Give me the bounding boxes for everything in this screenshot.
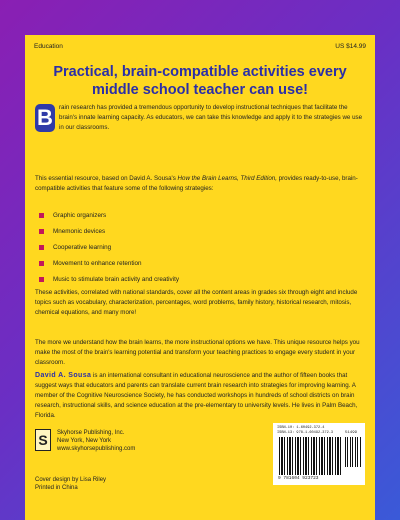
author-bio-text: is an international consultant in educational neuroscience and the author of fifteen books that suggest ways that educators and parents can translate current brain research into strategies for improving learning. A member of the Cognitive Neuroscience Society, he has conducted workshops in hundreds of school districts on brain research, instructional skills, and science education at the pre-elementary to university levels. He lives in Palm Beach, Florida. [35, 372, 358, 419]
intro-text: rain research has provided a tremendous opportunity to develop instructional techniques that facilitate the brain's innate learning capacity. As educators, we can take this knowledge and apply it to the strategies we use in our classrooms. [59, 104, 363, 131]
bullet-square-icon [39, 245, 44, 250]
strategy-label: Movement to enhance retention [53, 259, 142, 267]
bullet-square-icon [39, 213, 44, 218]
isbn-text [277, 426, 333, 435]
printed-in: Printed in China [35, 485, 78, 491]
bullet-square-icon [39, 277, 44, 282]
activities-paragraph: These activities, correlated with national standards, cover all the content areas in grades six through eight and include topics such as vocabulary, characterization, percentages, word problems, family history, historical research, mitosis, chemical equations, and many more! [35, 289, 358, 316]
headline: Practical, brain-compatible activities every middle school teacher can use! [53, 64, 347, 98]
isbn-13: ISBN-13: 978-1-60492-372-3 [277, 430, 334, 435]
credits [35, 476, 106, 492]
addon-bars [345, 437, 361, 467]
publisher-logo: S [35, 429, 51, 451]
book-title: How the Brain Learns, Third Edition, [177, 175, 277, 182]
bullet-square-icon [39, 229, 44, 234]
bullet-square-icon [39, 261, 44, 266]
author-bio [35, 371, 365, 421]
publisher-city: New York, New York [57, 438, 112, 444]
publisher-url: www.skyhorsepublishing.com [57, 446, 136, 452]
resource-text-before: This essential resource, based on David A. Sousa's [35, 175, 178, 182]
resource-text-after: provides ready-to-use, brain-compatible activities that feature some of the following strategies: [35, 175, 358, 192]
list-item [39, 271, 365, 287]
publisher-block [35, 429, 185, 459]
drop-cap: B [35, 104, 55, 132]
barcode-number: 9 781604 923723 [278, 476, 319, 481]
resource-paragraph [35, 174, 365, 194]
strategy-list [39, 207, 365, 287]
strategy-label: Cooperative learning [53, 243, 112, 251]
barcode-bars [279, 437, 341, 475]
back-cover-panel [25, 35, 375, 520]
publisher-name: Skyhorse Publishing, Inc. [57, 430, 125, 436]
cover-design-credit: Cover design by Lisa Riley [35, 477, 107, 483]
isbn-10: ISBN-10: 1-60492-372-4 [277, 426, 325, 430]
author-name: David A. Sousa [35, 372, 92, 379]
barcode [273, 423, 365, 485]
strategy-label: Graphic organizers [53, 211, 107, 219]
top-line [34, 43, 366, 50]
list-item [39, 223, 365, 239]
closing-paragraph: The more we understand how the brain learns, the more instructional options we have. This unique resource helps you make the most of the brain's learning potential and transform your teaching practices to engage every student in your classroom. [35, 339, 360, 366]
list-item [39, 255, 365, 271]
price-code: 51499 [345, 431, 358, 435]
strategy-label: Mnemonic devices [53, 227, 106, 235]
publisher-info [57, 429, 135, 453]
strategy-label: Music to stimulate brain activity and creativity [53, 275, 179, 283]
category-label: Education [34, 43, 63, 50]
list-item [39, 207, 365, 223]
intro-paragraph [35, 103, 365, 133]
list-item [39, 239, 365, 255]
price-label: US $14.99 [335, 43, 366, 50]
